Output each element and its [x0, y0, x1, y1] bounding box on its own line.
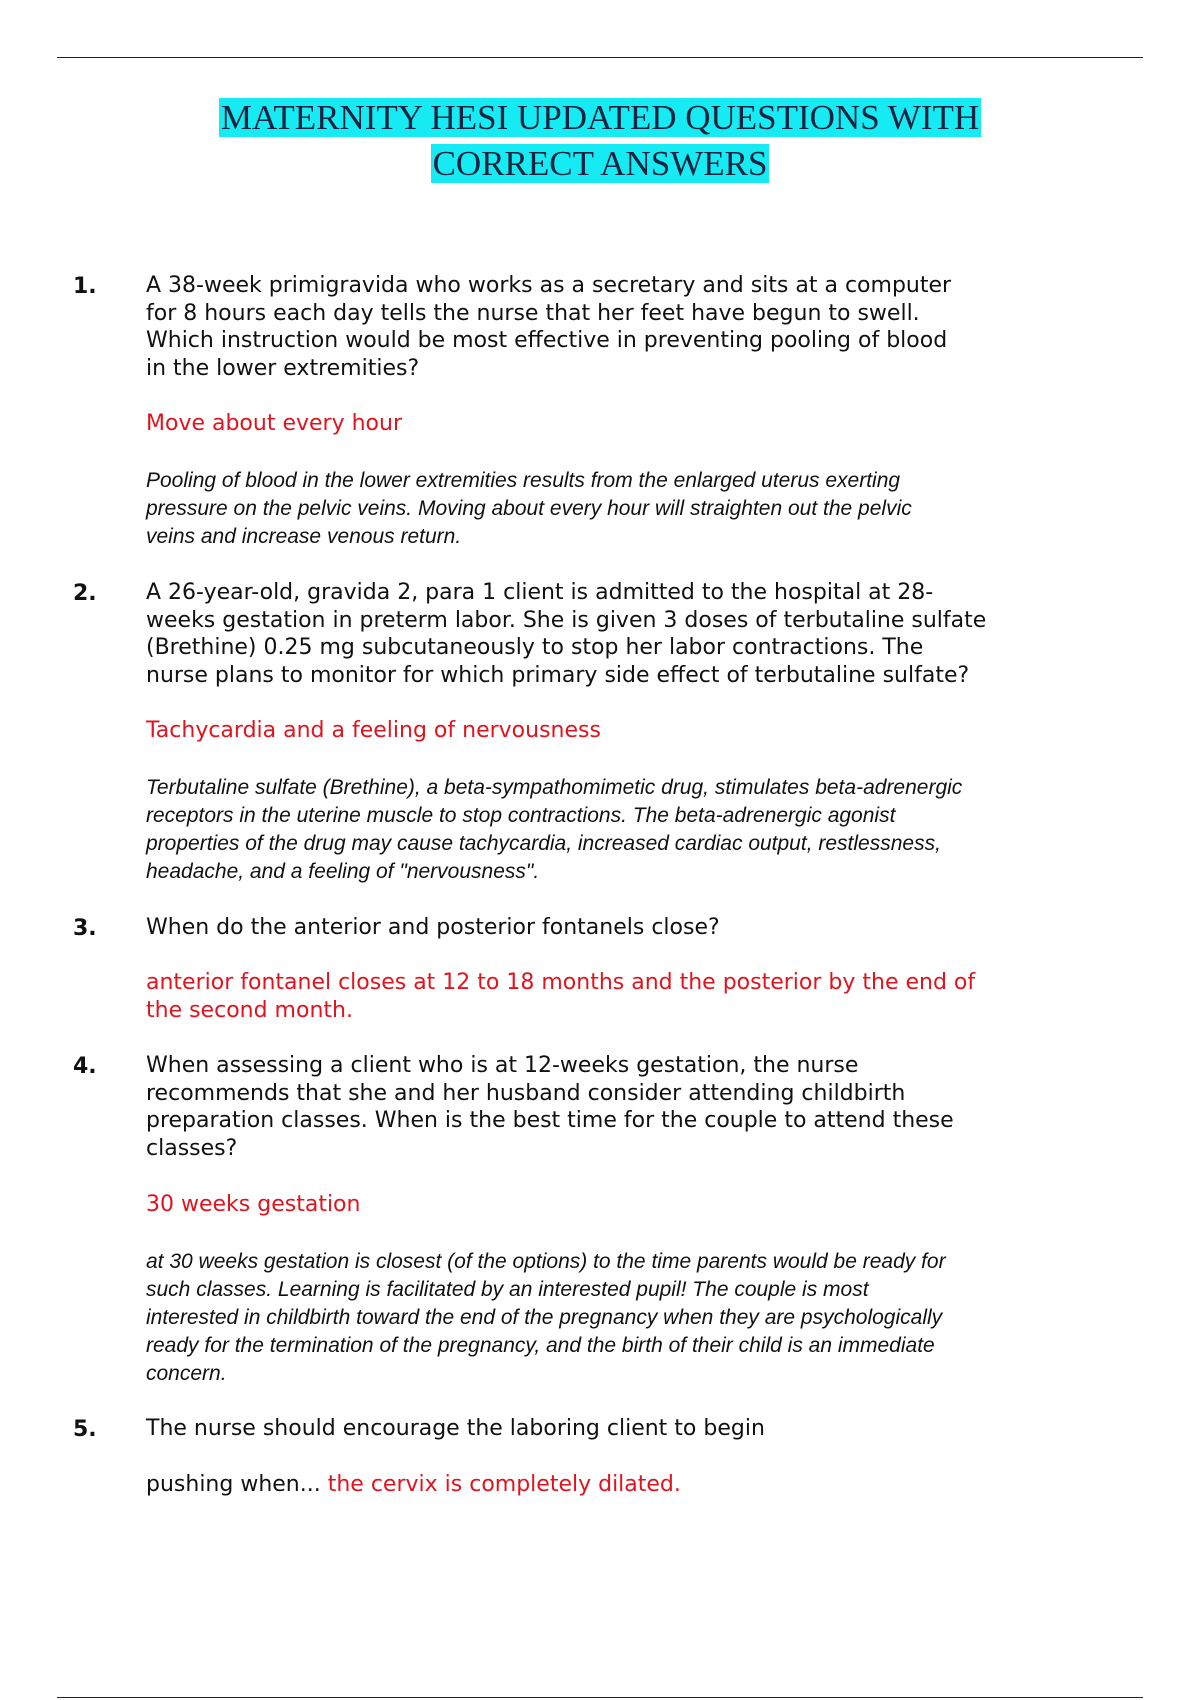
explanation-line: pressure on the pelvic veins. Moving about every hour will straighten out the pelvic	[146, 497, 912, 520]
explanation-line: at 30 weeks gestation is closest (of the options) to the time parents would be ready for	[146, 1250, 946, 1273]
question-line: for 8 hours each day tells the nurse that her feet have begun to swell.	[146, 300, 920, 326]
explanation-text	[146, 467, 1106, 551]
document-title	[0, 95, 1200, 187]
answer-text	[146, 1191, 1086, 1219]
explanation-line: concern.	[146, 1362, 227, 1385]
question-line: preparation classes. When is the best time for the couple to attend these	[146, 1108, 954, 1133]
answer-text	[146, 717, 1086, 745]
question-continuation-text: pushing when...	[146, 1472, 321, 1497]
answer-line: 30 weeks gestation	[146, 1192, 361, 1217]
explanation-line: ready for the termination of the pregnancy, and the birth of their child is an immediate	[146, 1334, 935, 1357]
explanation-text	[146, 774, 1106, 886]
question-continuation	[146, 1471, 1086, 1499]
answer-line: Move about every hour	[146, 411, 402, 436]
question-number: 1.	[73, 274, 97, 299]
answer-line: the second month.	[146, 997, 353, 1023]
explanation-line: such classes. Learning is facilitated by an interested pupil! The couple is most	[146, 1278, 869, 1301]
title-line-2: CORRECT ANSWERS	[432, 144, 768, 183]
explanation-line: headache, and a feeling of "nervousness".	[146, 860, 540, 883]
inline-answer: the cervix is completely dilated.	[327, 1472, 681, 1497]
explanation-line: properties of the drug may cause tachycardia, increased cardiac output, restlessness,	[146, 832, 941, 855]
question-line: nurse plans to monitor for which primary side effect of terbutaline sulfate?	[146, 662, 970, 688]
question-line: weeks gestation in preterm labor. She is given 3 doses of terbutaline sulfate	[146, 607, 987, 633]
question-text	[146, 914, 1086, 942]
question-line: When assessing a client who is at 12-weeks gestation, the nurse	[146, 1053, 859, 1078]
question-line: A 26-year-old, gravida 2, para 1 client is admitted to the hospital at 28-	[146, 580, 934, 605]
explanation-text	[146, 1248, 1106, 1388]
footer-rule	[57, 1697, 1143, 1698]
question-number: 4.	[73, 1054, 97, 1079]
question-line: (Brethine) 0.25 mg subcutaneously to stop her labor contractions. The	[146, 635, 924, 660]
explanation-line: interested in childbirth toward the end of the pregnancy when they are psychologically	[146, 1306, 943, 1329]
question-line: When do the anterior and posterior fontanels close?	[146, 915, 720, 940]
answer-text	[146, 969, 1086, 1024]
question-line: recommends that she and her husband consider attending childbirth	[146, 1080, 906, 1106]
explanation-line: Terbutaline sulfate (Brethine), a beta-sympathomimetic drug, stimulates beta-adrenergic	[146, 776, 963, 799]
question-number: 5.	[73, 1417, 97, 1442]
question-number: 2.	[73, 581, 97, 606]
answer-text	[146, 410, 1086, 438]
answer-line: Tachycardia and a feeling of nervousness	[146, 718, 601, 743]
title-line-1: MATERNITY HESI UPDATED QUESTIONS WITH	[220, 98, 980, 137]
question-line: classes?	[146, 1135, 238, 1161]
question-line: Which instruction would be most effective in preventing pooling of blood	[146, 328, 948, 353]
explanation-line: Pooling of blood in the lower extremities results from the enlarged uterus exerting	[146, 469, 901, 492]
question-text	[146, 579, 1086, 689]
header-rule	[57, 57, 1143, 58]
question-line: in the lower extremities?	[146, 355, 420, 381]
question-text	[146, 1052, 1086, 1162]
question-text	[146, 1415, 1086, 1443]
question-text	[146, 272, 1086, 382]
question-line: A 38-week primigravida who works as a secretary and sits at a computer	[146, 273, 952, 298]
answer-line: anterior fontanel closes at 12 to 18 months and the posterior by the end of	[146, 970, 976, 995]
explanation-line: receptors in the uterine muscle to stop contractions. The beta-adrenergic agonist	[146, 804, 896, 827]
question-line: The nurse should encourage the laboring client to begin	[146, 1416, 765, 1441]
question-number: 3.	[73, 916, 97, 941]
explanation-line: veins and increase venous return.	[146, 525, 462, 548]
